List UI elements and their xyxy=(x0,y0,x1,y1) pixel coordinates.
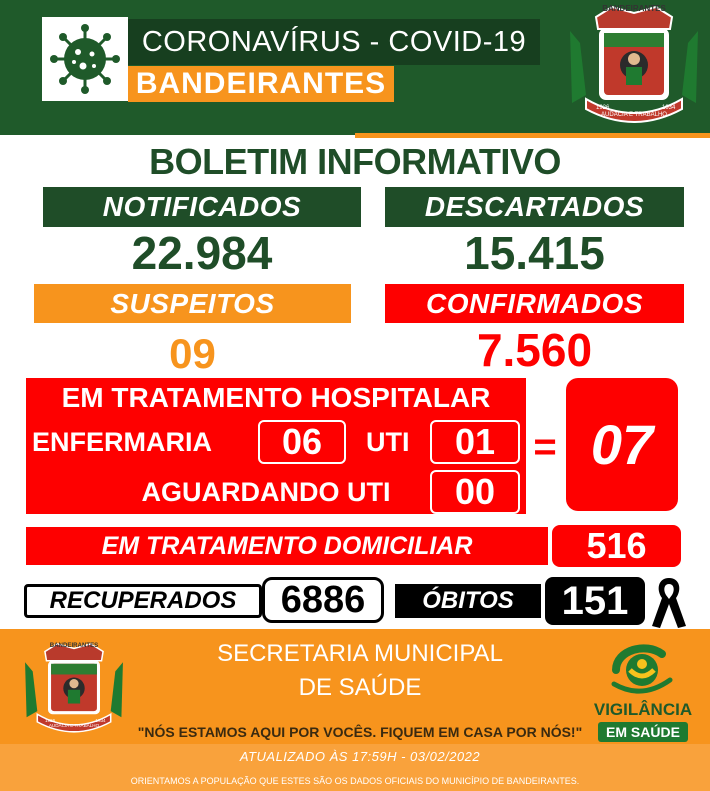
aguardando-uti-label: AGUARDANDO UTI xyxy=(141,476,391,507)
footer-notice: ORIENTAMOS A POPULAÇÃO QUE ESTES SÃO OS DADOS OFICIAIS DO MUNICÍPIO DE BANDEIRANTES. xyxy=(130,776,580,786)
hospital-panel xyxy=(26,378,526,514)
obitos-value: 151 xyxy=(545,577,645,625)
hospital-title: EM TRATAMENTO HOSPITALAR xyxy=(61,382,491,413)
recuperados-value: 6886 xyxy=(262,577,384,623)
boletim-title: BOLETIM INFORMATIVO xyxy=(149,141,561,182)
secretaria-line1: SECRETARIA MUNICIPAL xyxy=(217,640,503,667)
virus-icon xyxy=(50,24,120,94)
suspeitos-label: SUSPEITOS xyxy=(34,284,351,323)
city-crest-icon xyxy=(22,636,126,742)
crest-banner-text: BANDEIRANTES xyxy=(602,4,666,13)
aguardando-uti-value: 00 xyxy=(430,470,520,514)
enfermaria-label: ENFERMARIA xyxy=(32,426,212,457)
footer-quote: "NÓS ESTAMOS AQUI POR VOCÊS. FIQUEM EM CASA POR NÓS!" xyxy=(137,724,583,740)
city-crest-icon xyxy=(566,3,702,129)
header-title: CORONAVÍRUS - COVID-19 xyxy=(128,19,540,65)
domiciliar-label: EM TRATAMENTO DOMICILIAR xyxy=(26,527,548,565)
domiciliar-value: 516 xyxy=(552,525,681,567)
confirmados-value: 7.560 xyxy=(476,324,593,376)
equals-sign: = xyxy=(533,424,557,469)
footer-crest-banner-text: BANDEIRANTES xyxy=(49,641,99,649)
obitos-label: ÓBITOS xyxy=(395,584,541,618)
footer-crest-year-left: 1926 xyxy=(44,717,56,723)
virus-icon-box xyxy=(42,17,128,101)
vigilancia-line1: VIGILÂNCIA xyxy=(593,700,693,719)
secretaria-line2: DE SAÚDE xyxy=(298,674,422,701)
crest-motto-text: AUDÁCIA E TRABALHO xyxy=(601,112,667,118)
recuperados-label: RECUPERADOS xyxy=(24,584,262,618)
uti-value: 01 xyxy=(430,420,520,464)
mourning-ribbon-icon xyxy=(648,574,690,630)
descartados-value: 15.415 xyxy=(464,227,605,279)
footer-crest-motto-text: AUDÁCIA E TRABALHO xyxy=(48,723,100,729)
notificados-label: NOTIFICADOS xyxy=(43,187,361,227)
confirmados-label: CONFIRMADOS xyxy=(385,284,684,323)
header-divider xyxy=(355,133,710,138)
crest-year-left: 1926 xyxy=(596,105,610,111)
suspeitos-value: 09 xyxy=(169,330,216,377)
crest-year-right: 1934 xyxy=(662,105,676,111)
footer-crest-year-right: 1934 xyxy=(95,717,106,723)
notificados-value: 22.984 xyxy=(131,227,273,279)
vigilancia-logo-icon xyxy=(606,640,676,698)
uti-label: UTI xyxy=(366,426,410,457)
header-city: BANDEIRANTES xyxy=(128,66,394,102)
vigilancia-line2: EM SAÚDE xyxy=(598,722,688,742)
hospital-total: 07 xyxy=(566,378,678,511)
enfermaria-value: 06 xyxy=(258,420,346,464)
descartados-label: DESCARTADOS xyxy=(385,187,684,227)
footer-updated: ATUALIZADO ÀS 17:59H - 03/02/2022 xyxy=(239,749,481,764)
